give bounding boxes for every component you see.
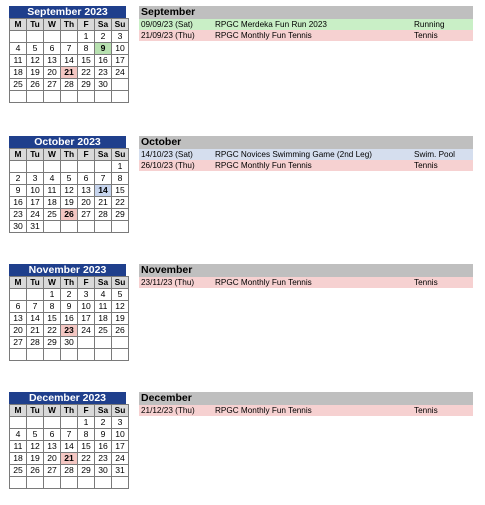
calendar-day[interactable]: 5 (61, 173, 78, 185)
calendar-day[interactable]: 7 (95, 173, 112, 185)
calendar-day[interactable]: 19 (112, 313, 129, 325)
calendar-day[interactable]: 17 (112, 55, 129, 67)
calendar-grid (9, 148, 129, 233)
calendar-day[interactable]: 3 (78, 289, 95, 301)
weekday-label: Th (61, 19, 78, 31)
event-date: 14/10/23 (Sat) (141, 150, 193, 159)
calendar-day[interactable]: 24 (112, 67, 129, 79)
weekday-label: F (78, 405, 95, 417)
calendar-empty-cell (10, 417, 27, 429)
calendar-day[interactable]: 30 (95, 79, 112, 91)
calendar-day[interactable]: 14 (61, 55, 78, 67)
calendar-day[interactable]: 28 (61, 465, 78, 477)
calendar-empty-cell (27, 161, 44, 173)
calendar-day[interactable]: 13 (44, 441, 61, 453)
calendar-week (10, 43, 129, 55)
event-date: 09/09/23 (Sat) (141, 20, 193, 29)
calendar-empty-cell (95, 91, 112, 103)
calendar-day[interactable]: 27 (78, 209, 95, 221)
calendar-day[interactable]: 5 (27, 429, 44, 441)
weekday-label: Sa (95, 277, 112, 289)
calendar-day[interactable]: 26 (112, 325, 129, 337)
calendar-week (10, 441, 129, 453)
calendar-week (10, 79, 129, 91)
calendar-day[interactable]: 10 (78, 301, 95, 313)
calendar-day[interactable]: 17 (78, 313, 95, 325)
calendar-day[interactable]: 4 (95, 289, 112, 301)
weekday-header (10, 277, 129, 289)
calendar-day[interactable]: 20 (78, 197, 95, 209)
calendar-day[interactable]: 10 (112, 43, 129, 55)
calendar-week (10, 429, 129, 441)
calendar-day[interactable]: 30 (61, 337, 78, 349)
calendar-day[interactable]: 26 (61, 209, 78, 221)
calendar-empty-cell (10, 31, 27, 43)
calendar-day[interactable]: 13 (78, 185, 95, 197)
mini-calendar (9, 136, 126, 233)
calendar-week (10, 55, 129, 67)
calendar-day[interactable]: 23 (61, 325, 78, 337)
calendar-empty-cell (112, 349, 129, 361)
event-name: RPGC Monthly Fun Tennis (215, 278, 312, 287)
mini-calendar (9, 6, 126, 103)
calendar-day[interactable]: 11 (10, 55, 27, 67)
calendar-day[interactable]: 10 (112, 429, 129, 441)
calendar-day[interactable]: 11 (10, 441, 27, 453)
event-name: RPGC Novices Swimming Game (2nd Leg) (215, 150, 372, 159)
calendar-empty-cell (27, 477, 44, 489)
calendar-title: November 2023 (9, 264, 126, 276)
calendar-day[interactable]: 30 (10, 221, 27, 233)
weekday-label: Tu (27, 149, 44, 161)
calendar-day[interactable]: 15 (112, 185, 129, 197)
calendar-day[interactable]: 20 (10, 325, 27, 337)
calendar-empty-cell (95, 161, 112, 173)
calendar-day[interactable]: 14 (27, 313, 44, 325)
weekday-label: Su (112, 277, 129, 289)
event-row[interactable] (139, 19, 473, 30)
calendar-day[interactable]: 8 (112, 173, 129, 185)
calendar-empty-cell (61, 91, 78, 103)
event-category: Tennis (414, 278, 438, 287)
calendar-day[interactable]: 22 (112, 197, 129, 209)
event-row[interactable] (139, 30, 473, 41)
calendar-empty-cell (61, 221, 78, 233)
weekday-label: F (78, 277, 95, 289)
calendar-day[interactable]: 12 (27, 55, 44, 67)
calendar-day[interactable]: 21 (95, 197, 112, 209)
event-date: 21/09/23 (Thu) (141, 31, 195, 40)
event-row[interactable] (139, 160, 473, 171)
calendar-day[interactable]: 26 (27, 465, 44, 477)
calendar-day[interactable]: 23 (95, 453, 112, 465)
calendar-day[interactable]: 9 (95, 43, 112, 55)
events-panel (139, 136, 473, 171)
event-name: RPGC Monthly Fun Tennis (215, 161, 312, 170)
weekday-label: F (78, 19, 95, 31)
weekday-header (10, 405, 129, 417)
calendar-day[interactable]: 24 (27, 209, 44, 221)
calendar-day[interactable]: 8 (78, 429, 95, 441)
calendar-day[interactable]: 18 (95, 313, 112, 325)
calendar-day[interactable]: 2 (61, 289, 78, 301)
calendar-empty-cell (95, 349, 112, 361)
calendar-week (10, 209, 129, 221)
calendar-week (10, 289, 129, 301)
calendar-day[interactable]: 18 (44, 197, 61, 209)
weekday-label: Sa (95, 19, 112, 31)
event-row[interactable] (139, 149, 473, 160)
weekday-header (10, 19, 129, 31)
weekday-label: W (44, 149, 61, 161)
weekday-label: Su (112, 19, 129, 31)
weekday-label: Th (61, 149, 78, 161)
calendar-day[interactable]: 12 (27, 441, 44, 453)
calendar-day[interactable]: 19 (27, 67, 44, 79)
event-name: RPGC Monthly Fun Tennis (215, 406, 312, 415)
calendar-day[interactable]: 8 (44, 301, 61, 313)
event-category: Tennis (414, 406, 438, 415)
calendar-empty-cell (78, 349, 95, 361)
calendar-day[interactable]: 17 (27, 197, 44, 209)
calendar-day[interactable]: 5 (112, 289, 129, 301)
calendar-empty-cell (27, 349, 44, 361)
calendar-week (10, 31, 129, 43)
calendar-day[interactable]: 15 (78, 55, 95, 67)
weekday-label: W (44, 405, 61, 417)
calendar-day[interactable]: 18 (10, 453, 27, 465)
calendar-empty-cell (44, 91, 61, 103)
calendar-day[interactable]: 5 (27, 43, 44, 55)
calendar-week (10, 337, 129, 349)
weekday-label: Su (112, 149, 129, 161)
calendar-day[interactable]: 16 (10, 197, 27, 209)
event-date: 21/12/23 (Thu) (141, 406, 195, 415)
calendar-day[interactable]: 7 (27, 301, 44, 313)
calendar-day[interactable]: 31 (112, 465, 129, 477)
weekday-label: M (10, 277, 27, 289)
calendar-day[interactable]: 18 (10, 67, 27, 79)
calendar-empty-cell (112, 221, 129, 233)
calendar-day[interactable]: 23 (95, 67, 112, 79)
calendar-day[interactable]: 14 (95, 185, 112, 197)
calendar-day[interactable]: 16 (95, 55, 112, 67)
calendar-week (10, 185, 129, 197)
calendar-empty-cell (78, 337, 95, 349)
calendar-empty-cell (61, 417, 78, 429)
calendar-grid (9, 276, 129, 361)
calendar-day[interactable]: 12 (112, 301, 129, 313)
calendar-day[interactable]: 16 (95, 441, 112, 453)
calendar-day[interactable]: 6 (10, 301, 27, 313)
calendar-empty-cell (44, 161, 61, 173)
mini-calendar (9, 264, 126, 361)
event-category: Swim. Pool (414, 150, 455, 159)
calendar-day[interactable]: 6 (44, 429, 61, 441)
calendar-day[interactable]: 22 (78, 67, 95, 79)
calendar-grid (9, 404, 129, 489)
calendar-day[interactable]: 9 (61, 301, 78, 313)
calendar-day[interactable]: 1 (78, 31, 95, 43)
calendar-day[interactable]: 9 (10, 185, 27, 197)
calendar-day[interactable]: 4 (10, 43, 27, 55)
calendar-week (10, 67, 129, 79)
calendar-empty-cell (44, 349, 61, 361)
weekday-label: W (44, 277, 61, 289)
weekday-label: W (44, 19, 61, 31)
calendar-day[interactable]: 29 (44, 337, 61, 349)
calendar-day[interactable]: 22 (44, 325, 61, 337)
calendar-empty-cell (10, 349, 27, 361)
event-date: 23/11/23 (Thu) (141, 278, 195, 287)
calendar-day[interactable]: 3 (27, 173, 44, 185)
calendar-empty-cell (61, 349, 78, 361)
calendar-day[interactable]: 25 (44, 209, 61, 221)
calendar-day[interactable]: 24 (78, 325, 95, 337)
calendar-week (10, 91, 129, 103)
weekday-label: Sa (95, 149, 112, 161)
calendar-day[interactable]: 7 (61, 43, 78, 55)
events-month-heading: October (139, 136, 473, 149)
calendar-empty-cell (10, 477, 27, 489)
calendar-day[interactable]: 28 (61, 79, 78, 91)
weekday-header (10, 149, 129, 161)
calendar-empty-cell (112, 477, 129, 489)
calendar-empty-cell (44, 31, 61, 43)
calendar-empty-cell (78, 161, 95, 173)
calendar-day[interactable]: 3 (112, 417, 129, 429)
weekday-label: Tu (27, 405, 44, 417)
weekday-label: Tu (27, 19, 44, 31)
calendar-week (10, 173, 129, 185)
calendar-empty-cell (44, 221, 61, 233)
events-panel (139, 264, 473, 288)
calendar-empty-cell (95, 477, 112, 489)
calendar-empty-cell (78, 477, 95, 489)
event-date: 26/10/23 (Thu) (141, 161, 195, 170)
calendar-day[interactable]: 25 (10, 79, 27, 91)
calendar-week (10, 477, 129, 489)
calendar-day[interactable]: 19 (27, 453, 44, 465)
calendar-day[interactable]: 21 (61, 453, 78, 465)
calendar-day[interactable]: 17 (112, 441, 129, 453)
calendar-day[interactable]: 13 (10, 313, 27, 325)
calendar-empty-cell (10, 161, 27, 173)
event-category: Running (414, 20, 445, 29)
event-name: RPGC Monthly Fun Tennis (215, 31, 312, 40)
calendar-day[interactable]: 23 (10, 209, 27, 221)
calendar-empty-cell (27, 31, 44, 43)
calendar-day[interactable]: 28 (27, 337, 44, 349)
calendar-empty-cell (112, 337, 129, 349)
calendar-week (10, 313, 129, 325)
calendar-day[interactable]: 2 (10, 173, 27, 185)
calendar-day[interactable]: 28 (95, 209, 112, 221)
calendar-week (10, 221, 129, 233)
calendar-day[interactable]: 29 (78, 79, 95, 91)
calendar-day[interactable]: 30 (95, 465, 112, 477)
calendar-empty-cell (10, 91, 27, 103)
calendar-title: September 2023 (9, 6, 126, 18)
calendar-day[interactable]: 14 (61, 441, 78, 453)
calendar-day[interactable]: 19 (61, 197, 78, 209)
events-panel (139, 6, 473, 41)
event-row[interactable] (139, 405, 473, 416)
calendar-grid (9, 18, 129, 103)
calendar-day[interactable]: 15 (78, 441, 95, 453)
calendar-empty-cell (112, 91, 129, 103)
calendar-week (10, 325, 129, 337)
calendar-day[interactable]: 4 (10, 429, 27, 441)
events-month-heading: December (139, 392, 473, 405)
calendar-week (10, 453, 129, 465)
calendar-day[interactable]: 27 (44, 465, 61, 477)
calendar-empty-cell (27, 289, 44, 301)
calendar-day[interactable]: 11 (95, 301, 112, 313)
calendar-empty-cell (61, 161, 78, 173)
events-month-heading: November (139, 264, 473, 277)
calendar-day[interactable]: 9 (95, 429, 112, 441)
calendar-day[interactable]: 16 (61, 313, 78, 325)
calendar-empty-cell (95, 337, 112, 349)
calendar-day[interactable]: 24 (112, 453, 129, 465)
calendar-day[interactable]: 29 (112, 209, 129, 221)
calendar-day[interactable]: 31 (27, 221, 44, 233)
calendar-title: December 2023 (9, 392, 126, 404)
calendar-day[interactable]: 1 (78, 417, 95, 429)
calendar-day[interactable]: 12 (61, 185, 78, 197)
calendar-day[interactable]: 6 (78, 173, 95, 185)
calendar-day[interactable]: 26 (27, 79, 44, 91)
calendar-empty-cell (78, 91, 95, 103)
calendar-empty-cell (95, 221, 112, 233)
calendar-day[interactable]: 25 (95, 325, 112, 337)
calendar-day[interactable]: 3 (112, 31, 129, 43)
calendar-day[interactable]: 20 (44, 453, 61, 465)
calendar-week (10, 197, 129, 209)
weekday-label: Su (112, 405, 129, 417)
calendar-day[interactable]: 27 (10, 337, 27, 349)
calendar-week (10, 161, 129, 173)
calendar-day[interactable]: 4 (44, 173, 61, 185)
calendar-empty-cell (61, 31, 78, 43)
calendar-day[interactable]: 6 (44, 43, 61, 55)
calendar-day[interactable]: 27 (44, 79, 61, 91)
calendar-empty-cell (27, 417, 44, 429)
calendar-day[interactable]: 10 (27, 185, 44, 197)
calendar-day[interactable]: 8 (78, 43, 95, 55)
weekday-label: Sa (95, 405, 112, 417)
calendar-day[interactable]: 21 (27, 325, 44, 337)
calendar-empty-cell (112, 79, 129, 91)
calendar-day[interactable]: 25 (10, 465, 27, 477)
weekday-label: M (10, 405, 27, 417)
weekday-label: Th (61, 405, 78, 417)
weekday-label: F (78, 149, 95, 161)
calendar-day[interactable]: 2 (95, 31, 112, 43)
calendar-day[interactable]: 13 (44, 55, 61, 67)
mini-calendar (9, 392, 126, 489)
calendar-day[interactable]: 7 (61, 429, 78, 441)
event-name: RPGC Merdeka Fun Run 2023 (215, 20, 327, 29)
calendar-title: October 2023 (9, 136, 126, 148)
calendar-week (10, 417, 129, 429)
calendar-day[interactable]: 2 (95, 417, 112, 429)
calendar-day[interactable]: 1 (44, 289, 61, 301)
calendar-day[interactable]: 21 (61, 67, 78, 79)
event-category: Tennis (414, 161, 438, 170)
calendar-empty-cell (61, 477, 78, 489)
event-category: Tennis (414, 31, 438, 40)
calendar-day[interactable]: 1 (112, 161, 129, 173)
calendar-day[interactable]: 20 (44, 67, 61, 79)
calendar-empty-cell (10, 289, 27, 301)
calendar-week (10, 301, 129, 313)
calendar-empty-cell (78, 221, 95, 233)
events-month-heading: September (139, 6, 473, 19)
calendar-empty-cell (44, 477, 61, 489)
calendar-day[interactable]: 29 (78, 465, 95, 477)
weekday-label: M (10, 19, 27, 31)
events-panel (139, 392, 473, 416)
weekday-label: M (10, 149, 27, 161)
calendar-day[interactable]: 11 (44, 185, 61, 197)
weekday-label: Tu (27, 277, 44, 289)
calendar-week (10, 465, 129, 477)
calendar-empty-cell (44, 417, 61, 429)
calendar-day[interactable]: 22 (78, 453, 95, 465)
weekday-label: Th (61, 277, 78, 289)
calendar-week (10, 349, 129, 361)
calendar-empty-cell (27, 91, 44, 103)
event-row[interactable] (139, 277, 473, 288)
calendar-day[interactable]: 15 (44, 313, 61, 325)
